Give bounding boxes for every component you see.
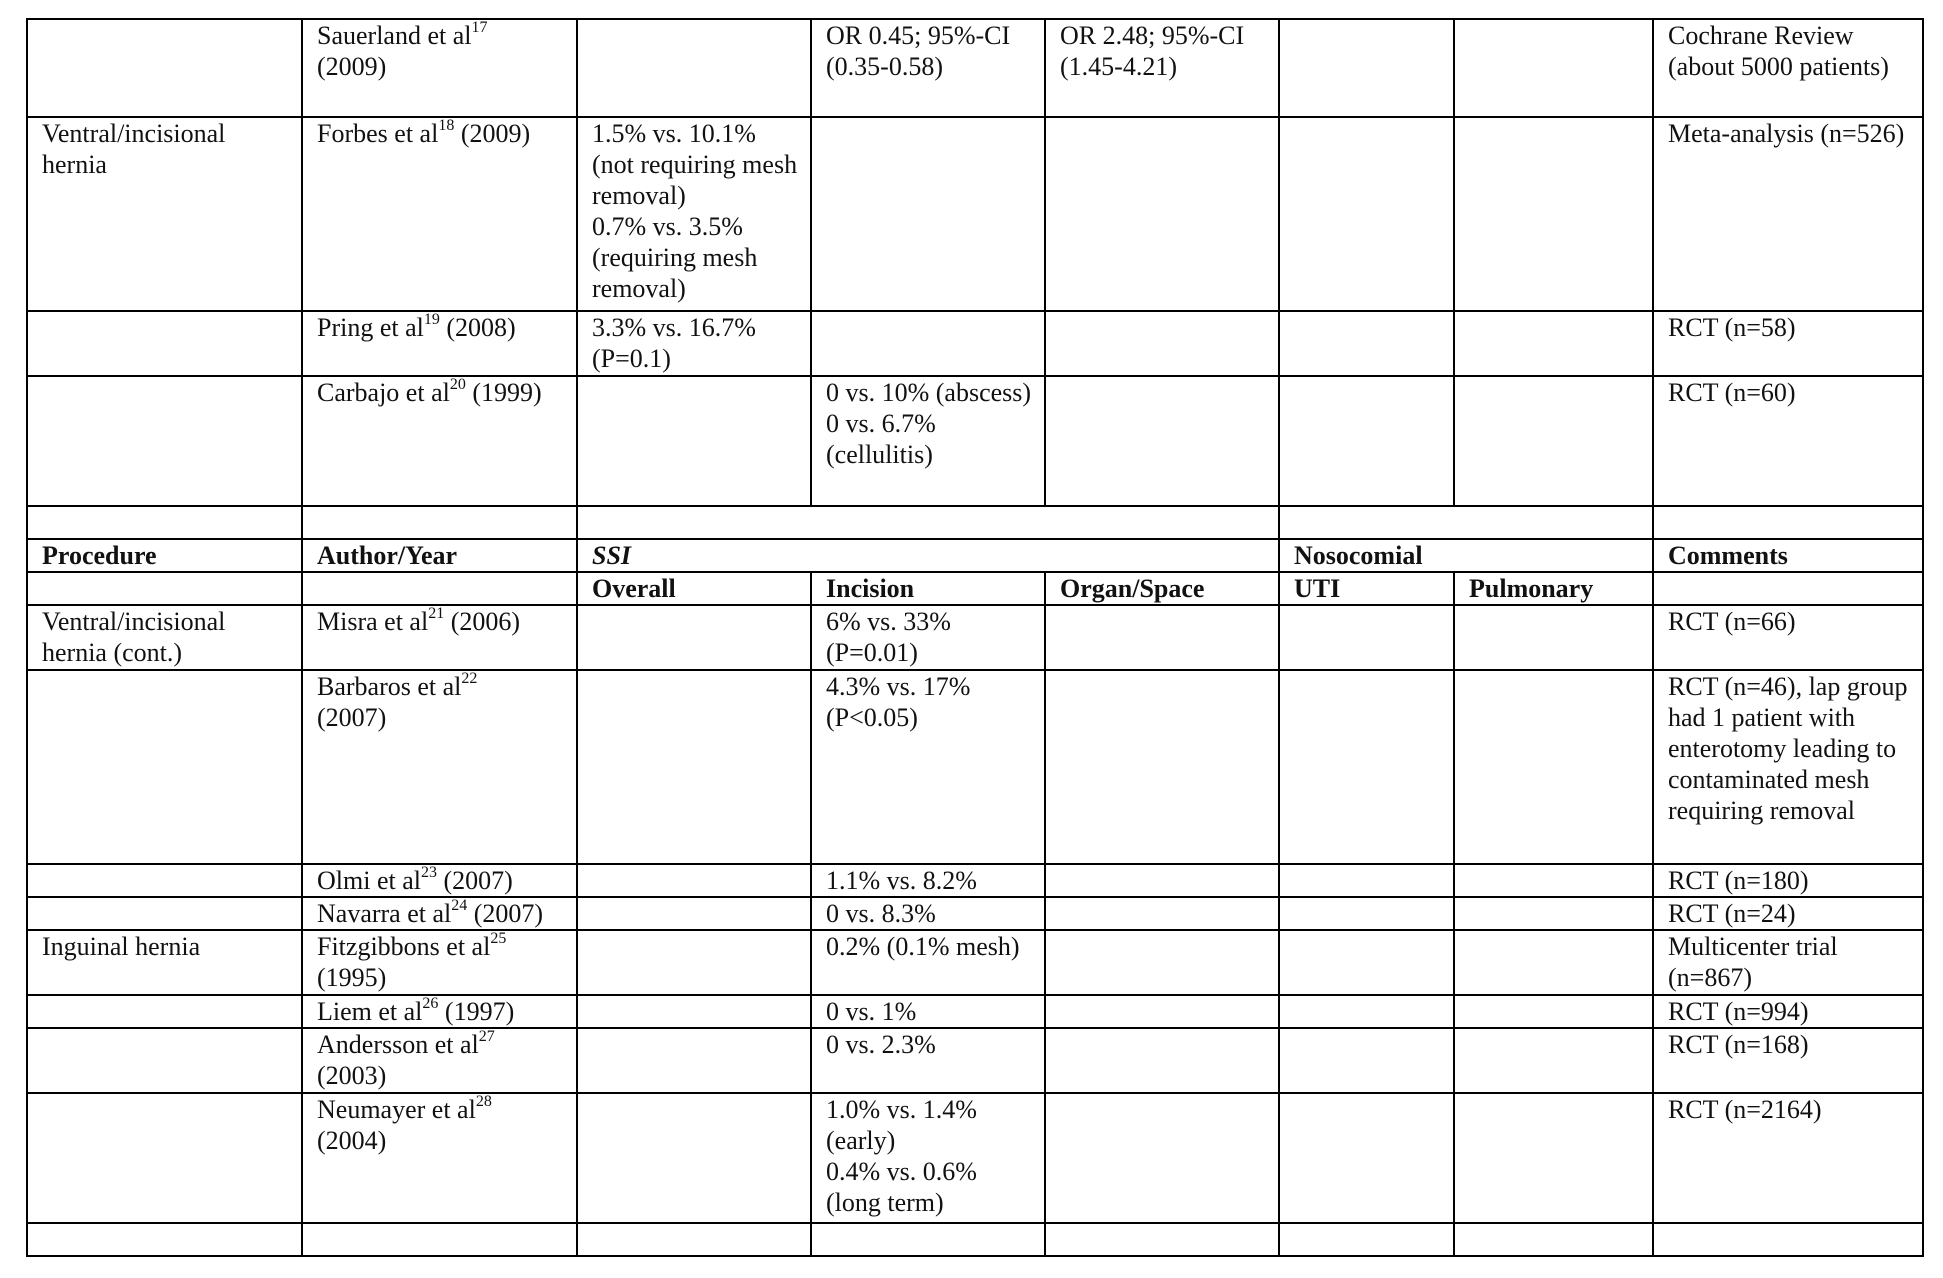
- column-header-author-year: Author/Year: [302, 539, 577, 572]
- column-header-comments: Comments: [1653, 539, 1923, 572]
- subheader-row: [27, 572, 1923, 605]
- pulmonary-cell: [1454, 864, 1653, 897]
- author-name: Carbajo et al: [317, 378, 450, 407]
- organ-space-cell: [1045, 1028, 1279, 1093]
- author-year-cell: [302, 670, 577, 864]
- author-year-cell: [302, 117, 577, 311]
- author-year-cell: [302, 1093, 577, 1223]
- reference-number: 27: [478, 1028, 495, 1046]
- table-row: [27, 995, 1923, 1028]
- publication-year: (1999): [465, 378, 542, 407]
- procedure-cell: [27, 897, 302, 930]
- organ-space-cell: [1045, 995, 1279, 1028]
- empty-cell: [302, 506, 577, 539]
- organ-space-cell: [1045, 605, 1279, 670]
- comments-cell: RCT (n=168): [1653, 1028, 1923, 1093]
- procedure-cell: Inguinal hernia: [27, 930, 302, 995]
- publication-year: (2007): [436, 866, 513, 895]
- uti-cell: [1279, 311, 1454, 376]
- uti-cell: [1279, 995, 1454, 1028]
- procedure-cell: [27, 311, 302, 376]
- organ-space-cell: [1045, 864, 1279, 897]
- author-year-cell: [302, 864, 577, 897]
- author-name: Fitzgibbons et al: [317, 932, 491, 961]
- author-year-cell: [302, 376, 577, 506]
- column-header-incision: Incision: [811, 572, 1045, 605]
- uti-cell: [1279, 19, 1454, 117]
- pulmonary-cell: [1454, 670, 1653, 864]
- empty-cell: [302, 572, 577, 605]
- table-row: [27, 670, 1923, 864]
- empty-cell: [1653, 506, 1923, 539]
- incision-cell: OR 0.45; 95%-CI (0.35-0.58): [811, 19, 1045, 117]
- overall-cell: [577, 930, 811, 995]
- publication-year: (1995): [317, 963, 387, 992]
- empty-cell: [1279, 1223, 1454, 1256]
- uti-cell: [1279, 376, 1454, 506]
- procedure-cell: Ventral/incisional hernia (cont.): [27, 605, 302, 670]
- comments-cell: Multicenter trial (n=867): [1653, 930, 1923, 995]
- empty-cell: [1279, 506, 1653, 539]
- reference-number: 23: [420, 864, 437, 882]
- pulmonary-cell: [1454, 376, 1653, 506]
- author-name: Forbes et al: [317, 119, 439, 148]
- reference-number: 21: [428, 605, 445, 623]
- procedure-cell: [27, 1093, 302, 1223]
- comments-cell: RCT (n=58): [1653, 311, 1923, 376]
- pulmonary-cell: [1454, 117, 1653, 311]
- publication-year: (2007): [467, 899, 544, 928]
- procedure-cell: [27, 670, 302, 864]
- overall-cell: [577, 1028, 811, 1093]
- overall-cell: 3.3% vs. 16.7% (P=0.1): [577, 311, 811, 376]
- header-row: [27, 539, 1923, 572]
- empty-cell: [1653, 572, 1923, 605]
- reference-number: 25: [490, 930, 507, 948]
- publication-year: (2003): [317, 1061, 387, 1090]
- table-row: [27, 897, 1923, 930]
- uti-cell: [1279, 1093, 1454, 1223]
- incision-cell: 1.1% vs. 8.2%: [811, 864, 1045, 897]
- author-year-cell: [302, 995, 577, 1028]
- overall-cell: [577, 19, 811, 117]
- incision-cell: [811, 311, 1045, 376]
- overall-cell: 1.5% vs. 10.1% (not requiring mesh removal) 0.7% vs. 3.5% (requiring mesh removal): [577, 117, 811, 311]
- table-row: [27, 1093, 1923, 1223]
- empty-cell: [27, 572, 302, 605]
- incision-cell: 1.0% vs. 1.4% (early) 0.4% vs. 0.6% (long term): [811, 1093, 1045, 1223]
- comments-cell: Meta-analysis (n=526): [1653, 117, 1923, 311]
- table-row: [27, 376, 1923, 506]
- author-name: Navarra et al: [317, 899, 452, 928]
- comments-cell: RCT (n=2164): [1653, 1093, 1923, 1223]
- organ-space-cell: [1045, 311, 1279, 376]
- column-header-overall: Overall: [577, 572, 811, 605]
- author-name: Olmi et al: [317, 866, 421, 895]
- author-name: Pring et al: [317, 313, 424, 342]
- incision-cell: 0 vs. 1%: [811, 995, 1045, 1028]
- empty-cell: [302, 1223, 577, 1256]
- uti-cell: [1279, 670, 1454, 864]
- column-header-uti: UTI: [1279, 572, 1454, 605]
- overall-cell: [577, 897, 811, 930]
- comments-cell: RCT (n=24): [1653, 897, 1923, 930]
- table-row: [27, 1028, 1923, 1093]
- overall-cell: [577, 605, 811, 670]
- organ-space-cell: [1045, 897, 1279, 930]
- author-name: Andersson et al: [317, 1030, 479, 1059]
- empty-cell: [1653, 1223, 1923, 1256]
- empty-cell: [577, 1223, 811, 1256]
- publication-year: (1997): [438, 997, 515, 1026]
- publication-year: (2008): [439, 313, 516, 342]
- author-name: Misra et al: [317, 607, 429, 636]
- author-year-cell: [302, 930, 577, 995]
- overall-cell: [577, 670, 811, 864]
- column-header-nosocomial: Nosocomial: [1279, 539, 1653, 572]
- procedure-cell: [27, 376, 302, 506]
- empty-cell: [811, 1223, 1045, 1256]
- author-year-cell: [302, 311, 577, 376]
- pulmonary-cell: [1454, 930, 1653, 995]
- organ-space-cell: OR 2.48; 95%-CI (1.45-4.21): [1045, 19, 1279, 117]
- pulmonary-cell: [1454, 19, 1653, 117]
- author-name: Liem et al: [317, 997, 423, 1026]
- pulmonary-cell: [1454, 605, 1653, 670]
- author-year-cell: [302, 1028, 577, 1093]
- table-row: [27, 117, 1923, 311]
- table-row: [27, 19, 1923, 117]
- pulmonary-cell: [1454, 995, 1653, 1028]
- incision-cell: 6% vs. 33% (P=0.01): [811, 605, 1045, 670]
- overall-cell: [577, 1093, 811, 1223]
- procedure-cell: [27, 19, 302, 117]
- reference-number: 22: [461, 670, 478, 688]
- author-name: Neumayer et al: [317, 1095, 476, 1124]
- author-year-cell: [302, 897, 577, 930]
- incision-cell: 0 vs. 2.3%: [811, 1028, 1045, 1093]
- procedure-cell: [27, 1028, 302, 1093]
- reference-number: 24: [451, 897, 468, 915]
- author-name: Barbaros et al: [317, 672, 462, 701]
- reference-number: 19: [423, 311, 440, 329]
- incision-cell: 0 vs. 8.3%: [811, 897, 1045, 930]
- empty-cell: [27, 1223, 302, 1256]
- uti-cell: [1279, 930, 1454, 995]
- table-row: [27, 930, 1923, 995]
- incision-cell: 4.3% vs. 17% (P<0.05): [811, 670, 1045, 864]
- table-row: [27, 864, 1923, 897]
- publication-year: (2009): [454, 119, 531, 148]
- procedure-cell: Ventral/incisional hernia: [27, 117, 302, 311]
- spacer-row: [27, 1223, 1923, 1256]
- procedure-cell: [27, 864, 302, 897]
- reference-number: 26: [422, 995, 439, 1013]
- pulmonary-cell: [1454, 1028, 1653, 1093]
- incision-cell: [811, 117, 1045, 311]
- table-row: [27, 311, 1923, 376]
- evidence-table: [26, 18, 1924, 1257]
- overall-cell: [577, 376, 811, 506]
- spacer-row: [27, 506, 1923, 539]
- incision-cell: 0 vs. 10% (abscess) 0 vs. 6.7% (cellulitis): [811, 376, 1045, 506]
- pulmonary-cell: [1454, 897, 1653, 930]
- organ-space-cell: [1045, 117, 1279, 311]
- uti-cell: [1279, 1028, 1454, 1093]
- uti-cell: [1279, 897, 1454, 930]
- uti-cell: [1279, 117, 1454, 311]
- column-header-procedure: Procedure: [27, 539, 302, 572]
- comments-cell: RCT (n=46), lap group had 1 patient with enterotomy leading to contaminated mesh requiring removal: [1653, 670, 1923, 864]
- reference-number: 28: [475, 1093, 492, 1111]
- comments-cell: RCT (n=994): [1653, 995, 1923, 1028]
- uti-cell: [1279, 864, 1454, 897]
- comments-cell: RCT (n=180): [1653, 864, 1923, 897]
- publication-year: (2006): [444, 607, 521, 636]
- publication-year: (2004): [317, 1126, 387, 1155]
- publication-year: (2009): [317, 52, 387, 81]
- reference-number: 17: [471, 19, 488, 37]
- organ-space-cell: [1045, 376, 1279, 506]
- author-name: Sauerland et al: [317, 21, 472, 50]
- author-year-cell: [302, 19, 577, 117]
- column-header-pulmonary: Pulmonary: [1454, 572, 1653, 605]
- incision-cell: 0.2% (0.1% mesh): [811, 930, 1045, 995]
- comments-cell: RCT (n=60): [1653, 376, 1923, 506]
- pulmonary-cell: [1454, 311, 1653, 376]
- organ-space-cell: [1045, 930, 1279, 995]
- procedure-cell: [27, 995, 302, 1028]
- empty-cell: [1045, 1223, 1279, 1256]
- empty-cell: [1454, 1223, 1653, 1256]
- publication-year: (2007): [317, 703, 387, 732]
- empty-cell: [27, 506, 302, 539]
- organ-space-cell: [1045, 1093, 1279, 1223]
- comments-cell: RCT (n=66): [1653, 605, 1923, 670]
- pulmonary-cell: [1454, 1093, 1653, 1223]
- reference-number: 20: [449, 376, 466, 394]
- comments-cell: Cochrane Review (about 5000 patients): [1653, 19, 1923, 117]
- organ-space-cell: [1045, 670, 1279, 864]
- uti-cell: [1279, 605, 1454, 670]
- author-year-cell: [302, 605, 577, 670]
- reference-number: 18: [438, 117, 455, 135]
- column-header-ssi: SSI: [577, 539, 1279, 572]
- empty-cell: [577, 506, 1279, 539]
- table-row: [27, 605, 1923, 670]
- overall-cell: [577, 995, 811, 1028]
- overall-cell: [577, 864, 811, 897]
- column-header-organ-space: Organ/Space: [1045, 572, 1279, 605]
